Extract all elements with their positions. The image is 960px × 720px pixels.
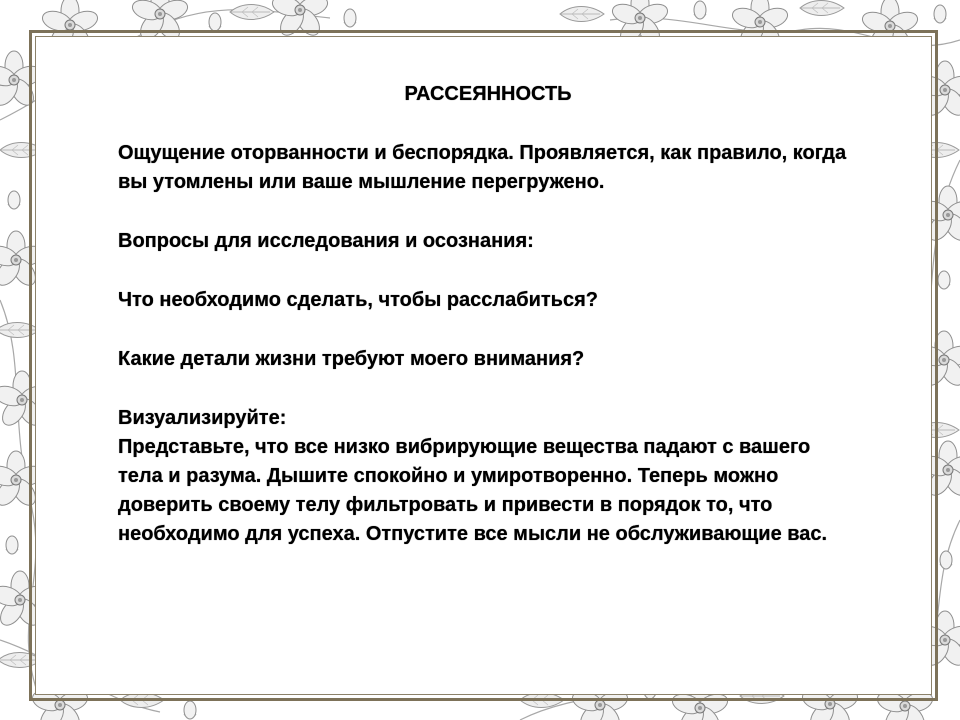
questions-heading: Вопросы для исследования и осознания: <box>118 230 534 252</box>
visualize-text: Представьте, что все низко вибрирующие вещества падают с вашего тела и разума. Дышите спокойно и умиротворенно. Теперь можно доверить своему телу фильтровать и привести в порядок то, что необходимо для успеха. Отпустите все мысли не обслуживающие вас. <box>118 436 828 545</box>
question-1: Что необходимо сделать, чтобы расслабиться? <box>118 289 598 311</box>
slide-title: РАССЕЯННОСТЬ <box>404 83 572 105</box>
question-2: Какие детали жизни требуют моего внимания? <box>118 348 585 370</box>
definition-text: Ощущение оторванности и беспорядка. Проявляется, как правило, когда вы утомлены или ваше мышление перегружено. <box>118 142 847 193</box>
visualize-heading: Визуализируйте: <box>118 407 287 429</box>
slide-content <box>118 80 858 549</box>
